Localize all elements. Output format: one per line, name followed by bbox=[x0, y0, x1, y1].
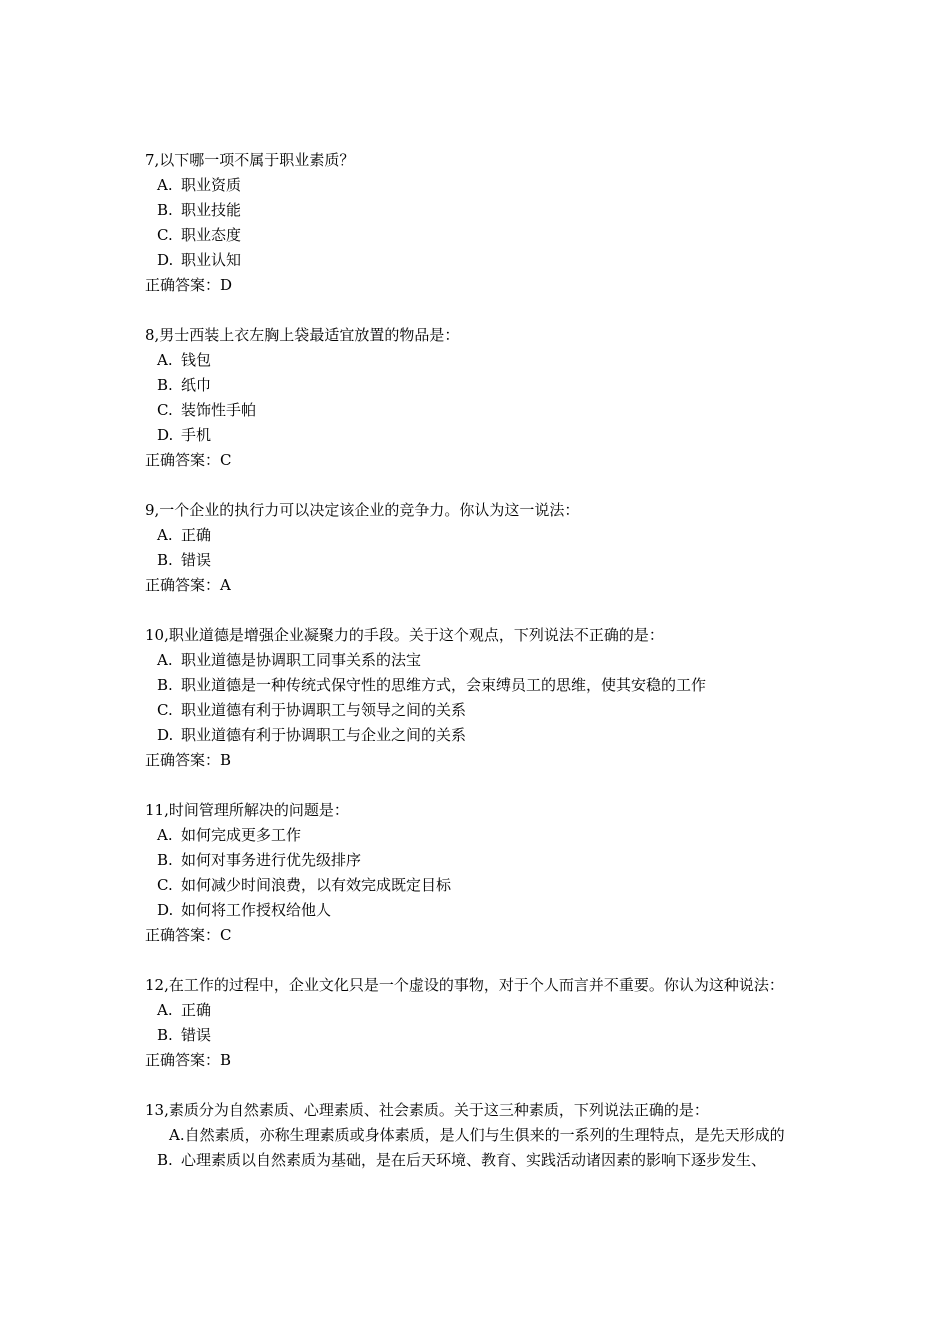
option-text: 装饰性手帕 bbox=[181, 401, 257, 419]
option-d bbox=[145, 723, 813, 748]
option-text: 职业道德有利于协调职工与领导之间的关系 bbox=[181, 701, 467, 719]
option-b bbox=[145, 848, 813, 873]
question-10 bbox=[145, 623, 813, 773]
option-letter: D. bbox=[157, 726, 174, 744]
option-text: 心理素质以自然素质为基础，是在后天环境、教育、实践活动诸因素的影响下逐步发生、 bbox=[181, 1151, 767, 1169]
correct-answer: 正确答案：B bbox=[145, 751, 232, 769]
question-9 bbox=[145, 498, 813, 598]
option-text: 正确 bbox=[181, 1001, 212, 1019]
option-text: 错误 bbox=[181, 551, 212, 569]
option-letter: A. bbox=[169, 1126, 185, 1144]
option-a bbox=[145, 998, 813, 1023]
correct-answer: 正确答案：B bbox=[145, 1051, 232, 1069]
option-b bbox=[145, 1148, 813, 1173]
option-letter: B. bbox=[157, 676, 173, 694]
option-a bbox=[145, 173, 813, 198]
question-stem: 10,职业道德是增强企业凝聚力的手段。关于这个观点，下列说法不正确的是： bbox=[145, 626, 664, 644]
option-text: 职业态度 bbox=[181, 226, 242, 244]
question-stem: 13,素质分为自然素质、心理素质、社会素质。关于这三种素质，下列说法正确的是： bbox=[145, 1101, 709, 1119]
option-letter: C. bbox=[157, 701, 173, 719]
option-text: 自然素质，亦称生理素质或身体素质，是人们与生俱来的一系列的生理特点，是先天形成的 bbox=[184, 1126, 785, 1144]
question-stem: 9,一个企业的执行力可以决定该企业的竞争力。你认为这一说法： bbox=[145, 501, 580, 519]
option-letter: A. bbox=[157, 526, 173, 544]
correct-answer: 正确答案：D bbox=[145, 276, 233, 294]
option-c bbox=[145, 398, 813, 423]
option-b bbox=[145, 548, 813, 573]
option-letter: C. bbox=[157, 401, 173, 419]
option-letter: A. bbox=[157, 651, 173, 669]
question-12 bbox=[145, 973, 813, 1073]
option-letter: B. bbox=[157, 201, 173, 219]
option-letter: B. bbox=[157, 1151, 173, 1169]
option-text: 如何完成更多工作 bbox=[181, 826, 302, 844]
question-stem: 11,时间管理所解决的问题是： bbox=[145, 801, 349, 819]
correct-answer: 正确答案：A bbox=[145, 576, 231, 594]
option-letter: D. bbox=[157, 426, 174, 444]
option-letter: A. bbox=[157, 1001, 173, 1019]
option-letter: A. bbox=[157, 176, 173, 194]
correct-answer: 正确答案：C bbox=[145, 451, 232, 469]
question-stem: 12,在工作的过程中，企业文化只是一个虚设的事物，对于个人而言并不重要。你认为这种说法： bbox=[145, 976, 784, 994]
option-letter: A. bbox=[157, 826, 173, 844]
question-8 bbox=[145, 323, 813, 473]
question-stem: 7,以下哪一项不属于职业素质？ bbox=[145, 151, 355, 169]
option-letter: D. bbox=[157, 901, 174, 919]
option-a bbox=[145, 523, 813, 548]
option-text: 手机 bbox=[181, 426, 212, 444]
option-text: 如何对事务进行优先级排序 bbox=[181, 851, 362, 869]
option-letter: C. bbox=[157, 226, 173, 244]
option-letter: B. bbox=[157, 851, 173, 869]
option-a bbox=[145, 823, 813, 848]
option-a bbox=[145, 1123, 813, 1148]
option-text: 职业道德有利于协调职工与企业之间的关系 bbox=[181, 726, 467, 744]
option-text: 纸巾 bbox=[181, 376, 212, 394]
option-a bbox=[145, 348, 813, 373]
document-page bbox=[145, 148, 813, 1198]
option-c bbox=[145, 873, 813, 898]
option-text: 如何将工作授权给他人 bbox=[181, 901, 332, 919]
option-letter: B. bbox=[157, 551, 173, 569]
question-stem: 8,男士西装上衣左胸上袋最适宜放置的物品是： bbox=[145, 326, 460, 344]
option-text: 职业认知 bbox=[181, 251, 242, 269]
option-d bbox=[145, 248, 813, 273]
option-b bbox=[145, 198, 813, 223]
option-text: 钱包 bbox=[181, 351, 212, 369]
option-text: 正确 bbox=[181, 526, 212, 544]
question-11 bbox=[145, 798, 813, 948]
option-text: 职业道德是一种传统式保守性的思维方式，会束缚员工的思维，使其安稳的工作 bbox=[181, 676, 707, 694]
option-letter: D. bbox=[157, 251, 174, 269]
option-d bbox=[145, 898, 813, 923]
option-letter: A. bbox=[157, 351, 173, 369]
option-c bbox=[145, 223, 813, 248]
question-7 bbox=[145, 148, 813, 298]
option-text: 职业资质 bbox=[181, 176, 242, 194]
question-13 bbox=[145, 1098, 813, 1173]
option-a bbox=[145, 648, 813, 673]
option-b bbox=[145, 373, 813, 398]
option-b bbox=[145, 673, 813, 698]
option-c bbox=[145, 698, 813, 723]
option-text: 错误 bbox=[181, 1026, 212, 1044]
option-letter: B. bbox=[157, 1026, 173, 1044]
option-letter: C. bbox=[157, 876, 173, 894]
option-d bbox=[145, 423, 813, 448]
option-letter: B. bbox=[157, 376, 173, 394]
option-b bbox=[145, 1023, 813, 1048]
option-text: 如何减少时间浪费，以有效完成既定目标 bbox=[181, 876, 452, 894]
correct-answer: 正确答案：C bbox=[145, 926, 232, 944]
option-text: 职业道德是协调职工同事关系的法宝 bbox=[181, 651, 422, 669]
option-text: 职业技能 bbox=[181, 201, 242, 219]
